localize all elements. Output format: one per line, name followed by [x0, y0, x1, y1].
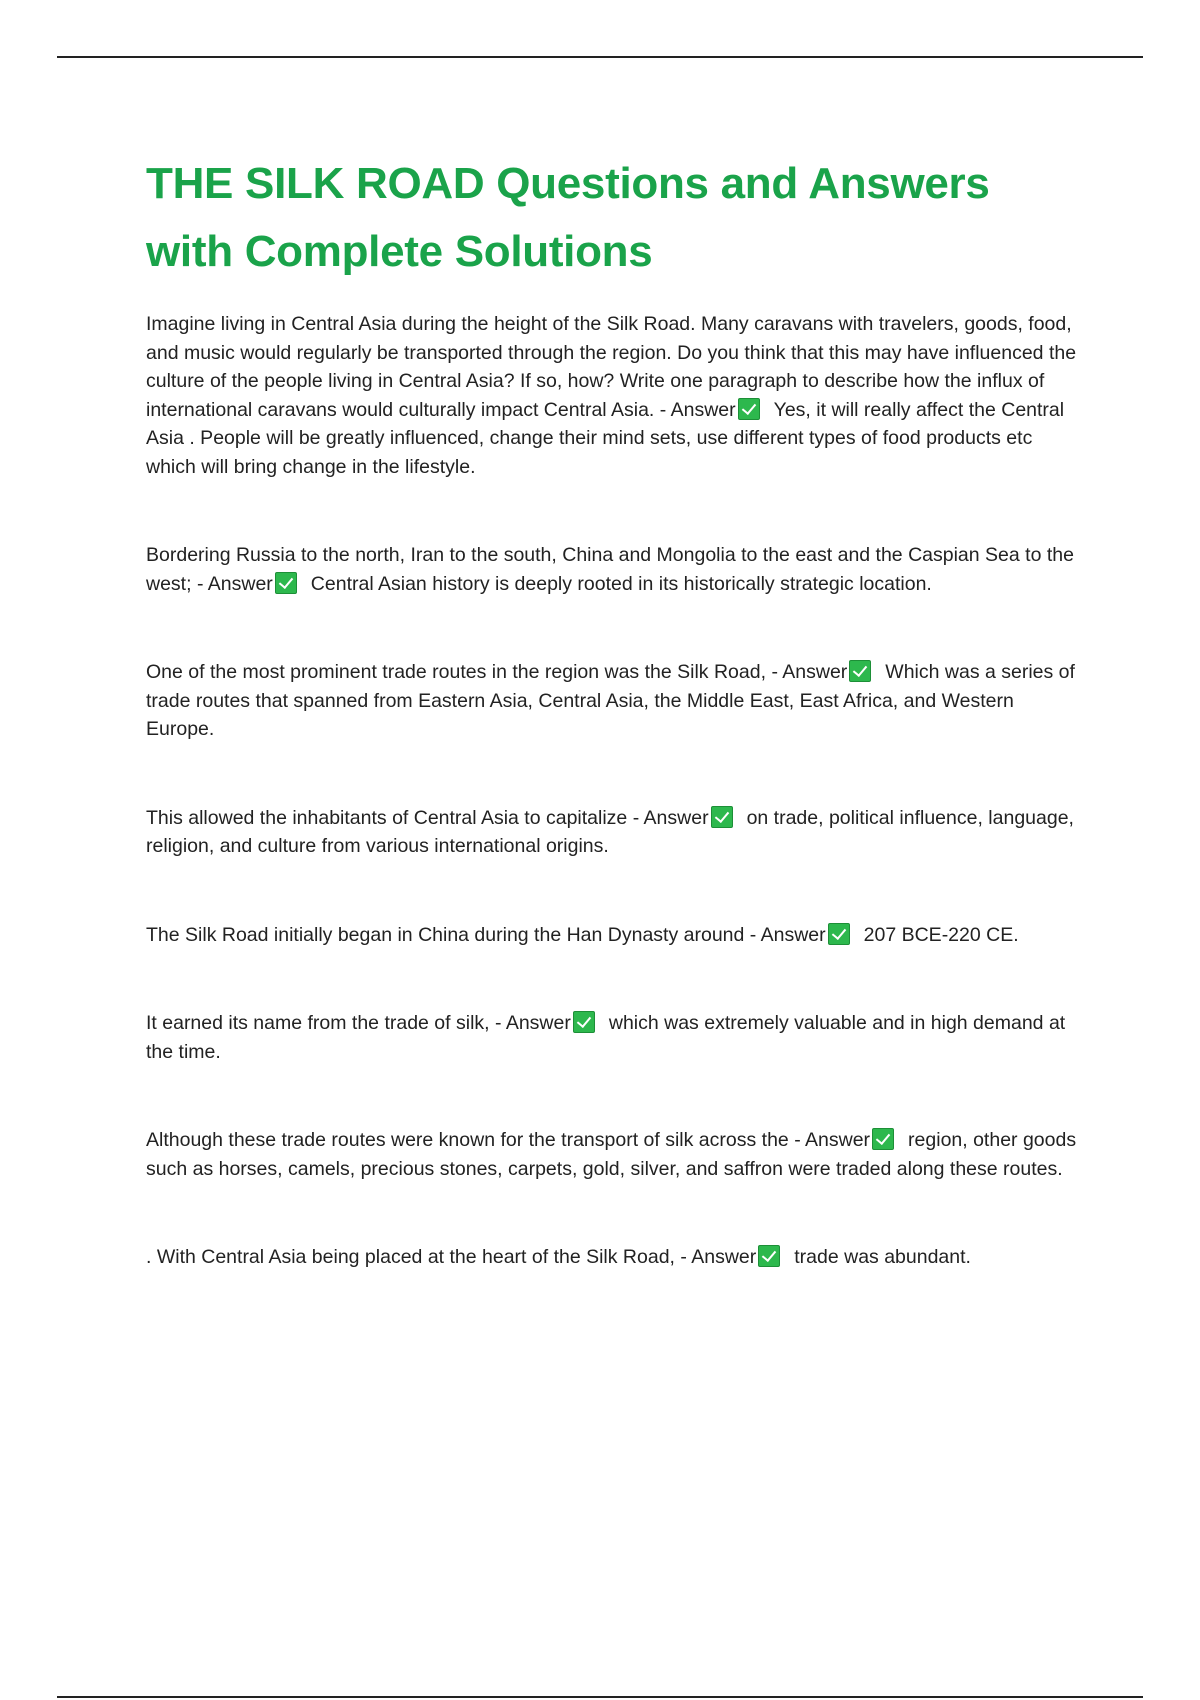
answer-label: - Answer — [659, 398, 736, 421]
check-mark-icon — [828, 923, 850, 945]
qa-item — [146, 1009, 1086, 1066]
qa-item — [146, 541, 1086, 598]
qa-item — [146, 804, 1086, 861]
answer-label: - Answer — [771, 661, 848, 683]
answer-label: - Answer — [794, 1129, 871, 1151]
check-mark-icon — [758, 1245, 780, 1267]
qa-item — [146, 310, 1086, 481]
check-mark-icon — [872, 1128, 894, 1150]
qa-item — [146, 1126, 1086, 1183]
check-mark-icon — [711, 806, 733, 828]
answer-label: - Answer — [495, 1012, 571, 1034]
answer-label: - Answer — [749, 923, 826, 946]
check-mark-icon — [738, 398, 760, 420]
answer-text: trade was abundant. — [794, 1246, 971, 1268]
answer-text: Which was a series of trade routes that spanned from Eastern Asia, Central Asia, the Middle East, East Africa, and Western Europe. — [146, 661, 1075, 740]
bottom-divider — [57, 1696, 1143, 1698]
question-text: The Silk Road initially began in China during the Han Dynasty around — [146, 923, 745, 946]
answer-label: - Answer — [680, 1246, 757, 1268]
question-text: One of the most prominent trade routes in the region was the Silk Road, — [146, 661, 767, 683]
answer-text: Central Asian history is deeply rooted in its historically strategic location. — [310, 572, 932, 595]
question-text: Bordering Russia to the north, Iran to the south, China and Mongolia to the east and the Caspian Sea to the west; — [146, 544, 1074, 595]
check-mark-icon — [275, 572, 297, 594]
answer-text: 207 BCE-220 CE. — [863, 923, 1019, 946]
qa-item — [146, 658, 1086, 744]
answer-text: which was extremely valuable and in high demand at the time. — [146, 1012, 1066, 1063]
question-text: Although these trade routes were known for the transport of silk across the — [146, 1129, 789, 1151]
title-line-1: THE SILK ROAD Questions and Answers — [146, 159, 990, 208]
top-divider — [57, 56, 1143, 58]
answer-label: - Answer — [196, 572, 273, 595]
question-text: This allowed the inhabitants of Central Asia to capitalize — [146, 806, 628, 829]
check-mark-icon — [849, 660, 871, 682]
answer-text: Yes, it will really affect the Central Asia . People will be greatly influenced, change their mind sets, use different types of food products etc which will bring change in the lifestyle. — [146, 398, 1065, 478]
title-line-2: with Complete Solutions — [146, 227, 653, 276]
qa-item — [146, 1243, 1086, 1272]
check-mark-icon — [573, 1011, 595, 1033]
answer-text: region, other goods such as horses, camels, precious stones, carpets, gold, silver, and saffron were traded along these routes. — [146, 1129, 1077, 1180]
answer-label: - Answer — [632, 806, 709, 829]
question-text: It earned its name from the trade of silk, — [146, 1012, 490, 1034]
answer-text: on trade, political influence, language, religion, and culture from various international origins. — [146, 806, 1074, 857]
document-title — [146, 150, 1086, 286]
question-text: . With Central Asia being placed at the heart of the Silk Road, — [146, 1246, 675, 1268]
question-text: Imagine living in Central Asia during the height of the Silk Road. Many caravans with travelers, goods, food, and music would regularly be transported through the region. Do you think that this may have influenced the culture of the people living in Central Asia? If so, how? Write one paragraph to describe how the influx of international caravans would culturally impact Central Asia. — [146, 313, 1077, 421]
document-body — [146, 150, 1086, 1272]
qa-item — [146, 921, 1086, 950]
